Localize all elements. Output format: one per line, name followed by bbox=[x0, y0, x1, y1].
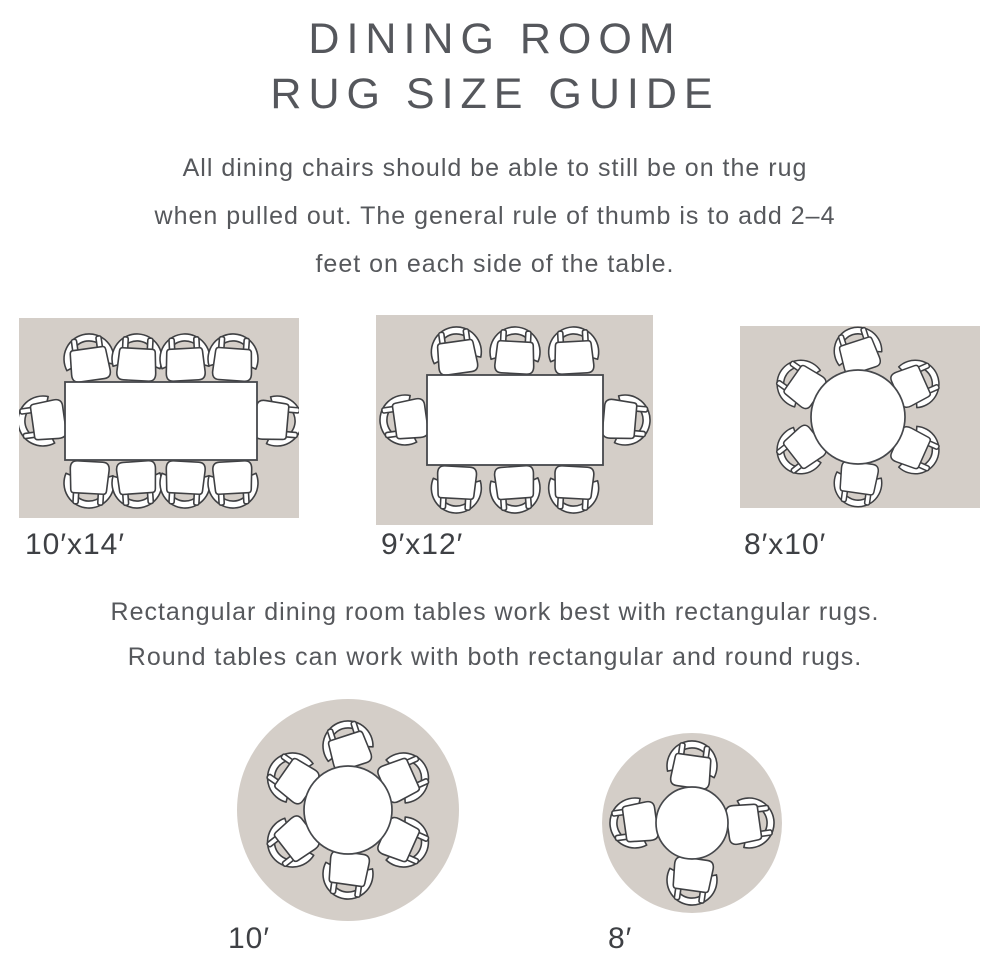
note-line2: Round tables can work with both rectangular and round rugs. bbox=[127, 643, 863, 671]
diagram-rug-9x12 bbox=[376, 315, 653, 525]
rug-size-label-9x12: 9′x12′ bbox=[381, 528, 464, 561]
round-table-icon bbox=[656, 787, 728, 859]
rug-size-label-8x10: 8′x10′ bbox=[744, 528, 827, 561]
diagram-rug-8x10 bbox=[740, 326, 980, 508]
page-title-line1: DINING ROOM bbox=[308, 15, 682, 63]
round-table-icon bbox=[811, 370, 905, 464]
page-title bbox=[0, 12, 990, 122]
intro-text bbox=[0, 144, 990, 288]
diagram-rug-10x14 bbox=[19, 318, 299, 518]
round-table-icon bbox=[304, 766, 392, 854]
rug-size-label-10-round: 10′ bbox=[228, 922, 270, 955]
intro-line3: feet on each side of the table. bbox=[315, 250, 675, 278]
diagram-rug-8-round bbox=[602, 733, 782, 913]
note-text bbox=[0, 590, 990, 680]
rug-size-label-10x14: 10′x14′ bbox=[25, 528, 125, 561]
note-line1: Rectangular dining room tables work best with rectangular rugs. bbox=[110, 598, 880, 626]
diagram-rug-10-round bbox=[237, 699, 459, 921]
rug-size-label-8-round: 8′ bbox=[608, 922, 633, 955]
intro-line2: when pulled out. The general rule of thumb is to add 2–4 bbox=[154, 202, 836, 230]
rectangular-table-icon bbox=[427, 375, 603, 465]
page-title-line2: RUG SIZE GUIDE bbox=[270, 70, 720, 118]
intro-line1: All dining chairs should be able to still be on the rug bbox=[182, 154, 808, 182]
rectangular-table-icon bbox=[65, 382, 257, 460]
